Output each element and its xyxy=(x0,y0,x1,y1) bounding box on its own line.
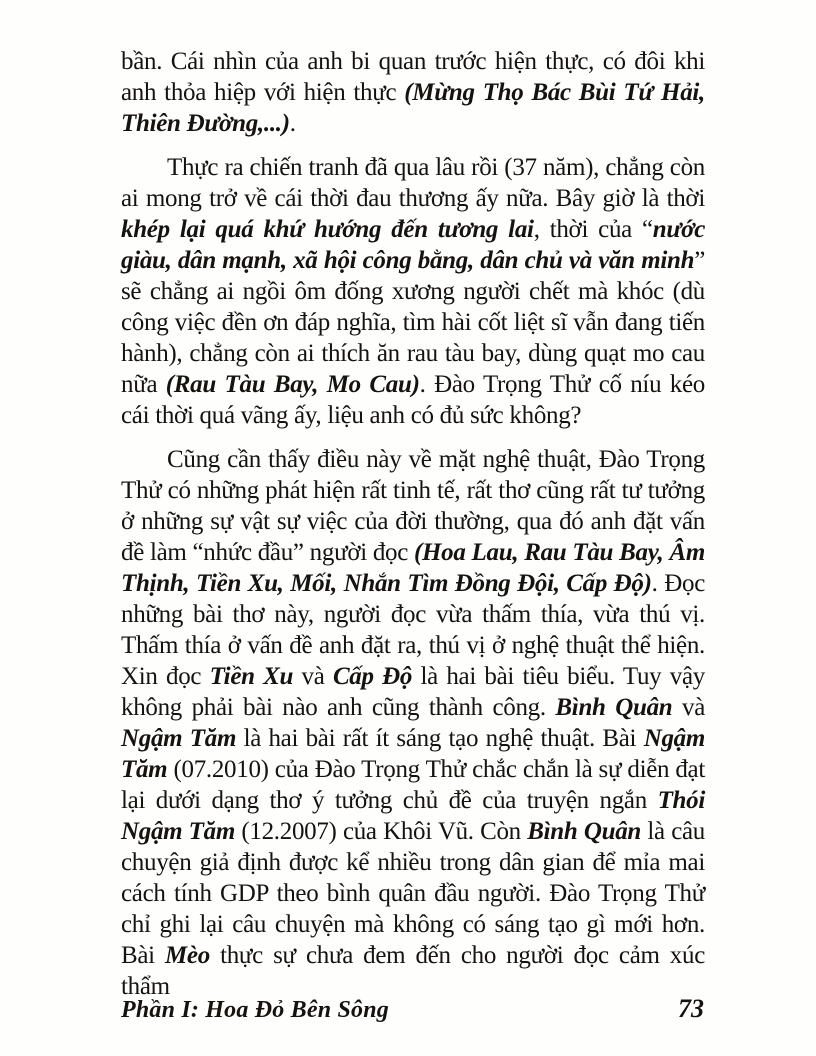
paragraph xyxy=(121,444,705,1002)
title-emphasis-run: (Rau Tàu Bay, Mo Cau) xyxy=(165,371,420,398)
text-run: (07.2010) của Đào Trọng Thử chắc chắn là sự diễn đạt lại dưới dạng thơ ý tưởng chủ đề của truyện ngắn xyxy=(121,756,705,814)
text-run: thực sự chưa đem đến cho người đọc cảm xúc thẩm xyxy=(121,942,705,1000)
title-emphasis-run: (Mừng Thọ Bác Bùi Tứ Hải, Thiên Đường,...) xyxy=(121,79,705,137)
text-run: và xyxy=(672,694,705,721)
footer-page-number: 73 xyxy=(678,994,704,1023)
text-run: là hai bài rất ít sáng tạo nghệ thuật. Bài xyxy=(236,725,644,752)
paragraph xyxy=(121,46,705,139)
text-run: và xyxy=(293,663,333,690)
title-emphasis-run: Bình Quân xyxy=(527,818,642,845)
title-emphasis-run: Mèo xyxy=(164,942,210,969)
title-emphasis-run: Cấp Độ xyxy=(332,663,413,690)
text-run: . xyxy=(289,110,296,137)
text-run: ” sẽ chẳng ai ngồi ôm đống xương người chết mà khóc (dù công việc đền ơn đáp nghĩa, tìm hài cốt liệt sĩ vẫn đang tiến hành), chẳng còn ai thích ăn rau tàu bay, dùng quạt mo cau nữa xyxy=(121,247,705,398)
text-run: . Đọc những bài thơ này, người đọc vừa thấm thía, vừa thú vị. Thấm thía ở vấn đề anh đặt ra, thú vị ở nghệ thuật thể hiện. Xin đọc xyxy=(121,570,705,690)
paragraph xyxy=(121,152,705,431)
title-emphasis-run: Bình Quân xyxy=(555,694,673,721)
text-run: , thời của “ xyxy=(533,216,653,243)
text-run: Thực ra chiến tranh đã qua lâu rồi (37 năm), chẳng còn ai mong trở về cái thời đau thương ấy nữa. Bây giờ là thời xyxy=(121,154,705,212)
body-text xyxy=(121,46,705,1015)
page-footer xyxy=(121,994,704,1024)
text-run: . Đào Trọng Thử cố níu kéo cái thời quá vãng ấy, liệu anh có đủ sức không? xyxy=(121,371,705,429)
title-emphasis-run: khép lại quá khứ hướng đến tương lai xyxy=(121,216,534,243)
title-emphasis-run: Tiền Xu xyxy=(209,663,294,690)
title-emphasis-run: Ngậm Tăm xyxy=(121,725,705,783)
text-run: (12.2007) của Khôi Vũ. Còn xyxy=(235,818,528,845)
title-emphasis-run: (Hoa Lau, Rau Tàu Bay, Âm Thịnh, Tiền Xu, Mối, Nhắn Tìm Đồng Đội, Cấp Độ) xyxy=(121,539,705,597)
text-run: là câu chuyện giả định được kể nhiều trong dân gian để mỉa mai cách tính GDP theo bình quân đầu người. Đào Trọng Thử chỉ ghi lại câu chuyện mà không có sáng tạo gì mới hơn. Bài xyxy=(121,818,705,969)
text-run: bần. Cái nhìn của anh bi quan trước hiện thực, có đôi khi anh thỏa hiệp với hiện thực xyxy=(121,48,705,106)
title-emphasis-run: nước giàu, dân mạnh, xã hội công bằng, dân chủ và văn minh xyxy=(121,216,705,274)
footer-section-title: Phần I: Hoa Đỏ Bên Sông xyxy=(121,997,389,1023)
text-run: là hai bài tiêu biểu. Tuy vậy không phải bài nào anh cũng thành công. xyxy=(121,663,705,721)
title-emphasis-run: Ngậm Tăm xyxy=(121,725,237,752)
text-run: Cũng cần thấy điều này về mặt nghệ thuật, Đào Trọng Thử có những phát hiện rất tinh tế, rất thơ cũng rất tư tưởng ở những sự vật sự việc của đời thường, qua đó anh đặt vấn đề làm “nhức đầu” người đọc xyxy=(121,446,705,566)
title-emphasis-run: Thói Ngậm Tăm xyxy=(121,787,705,845)
